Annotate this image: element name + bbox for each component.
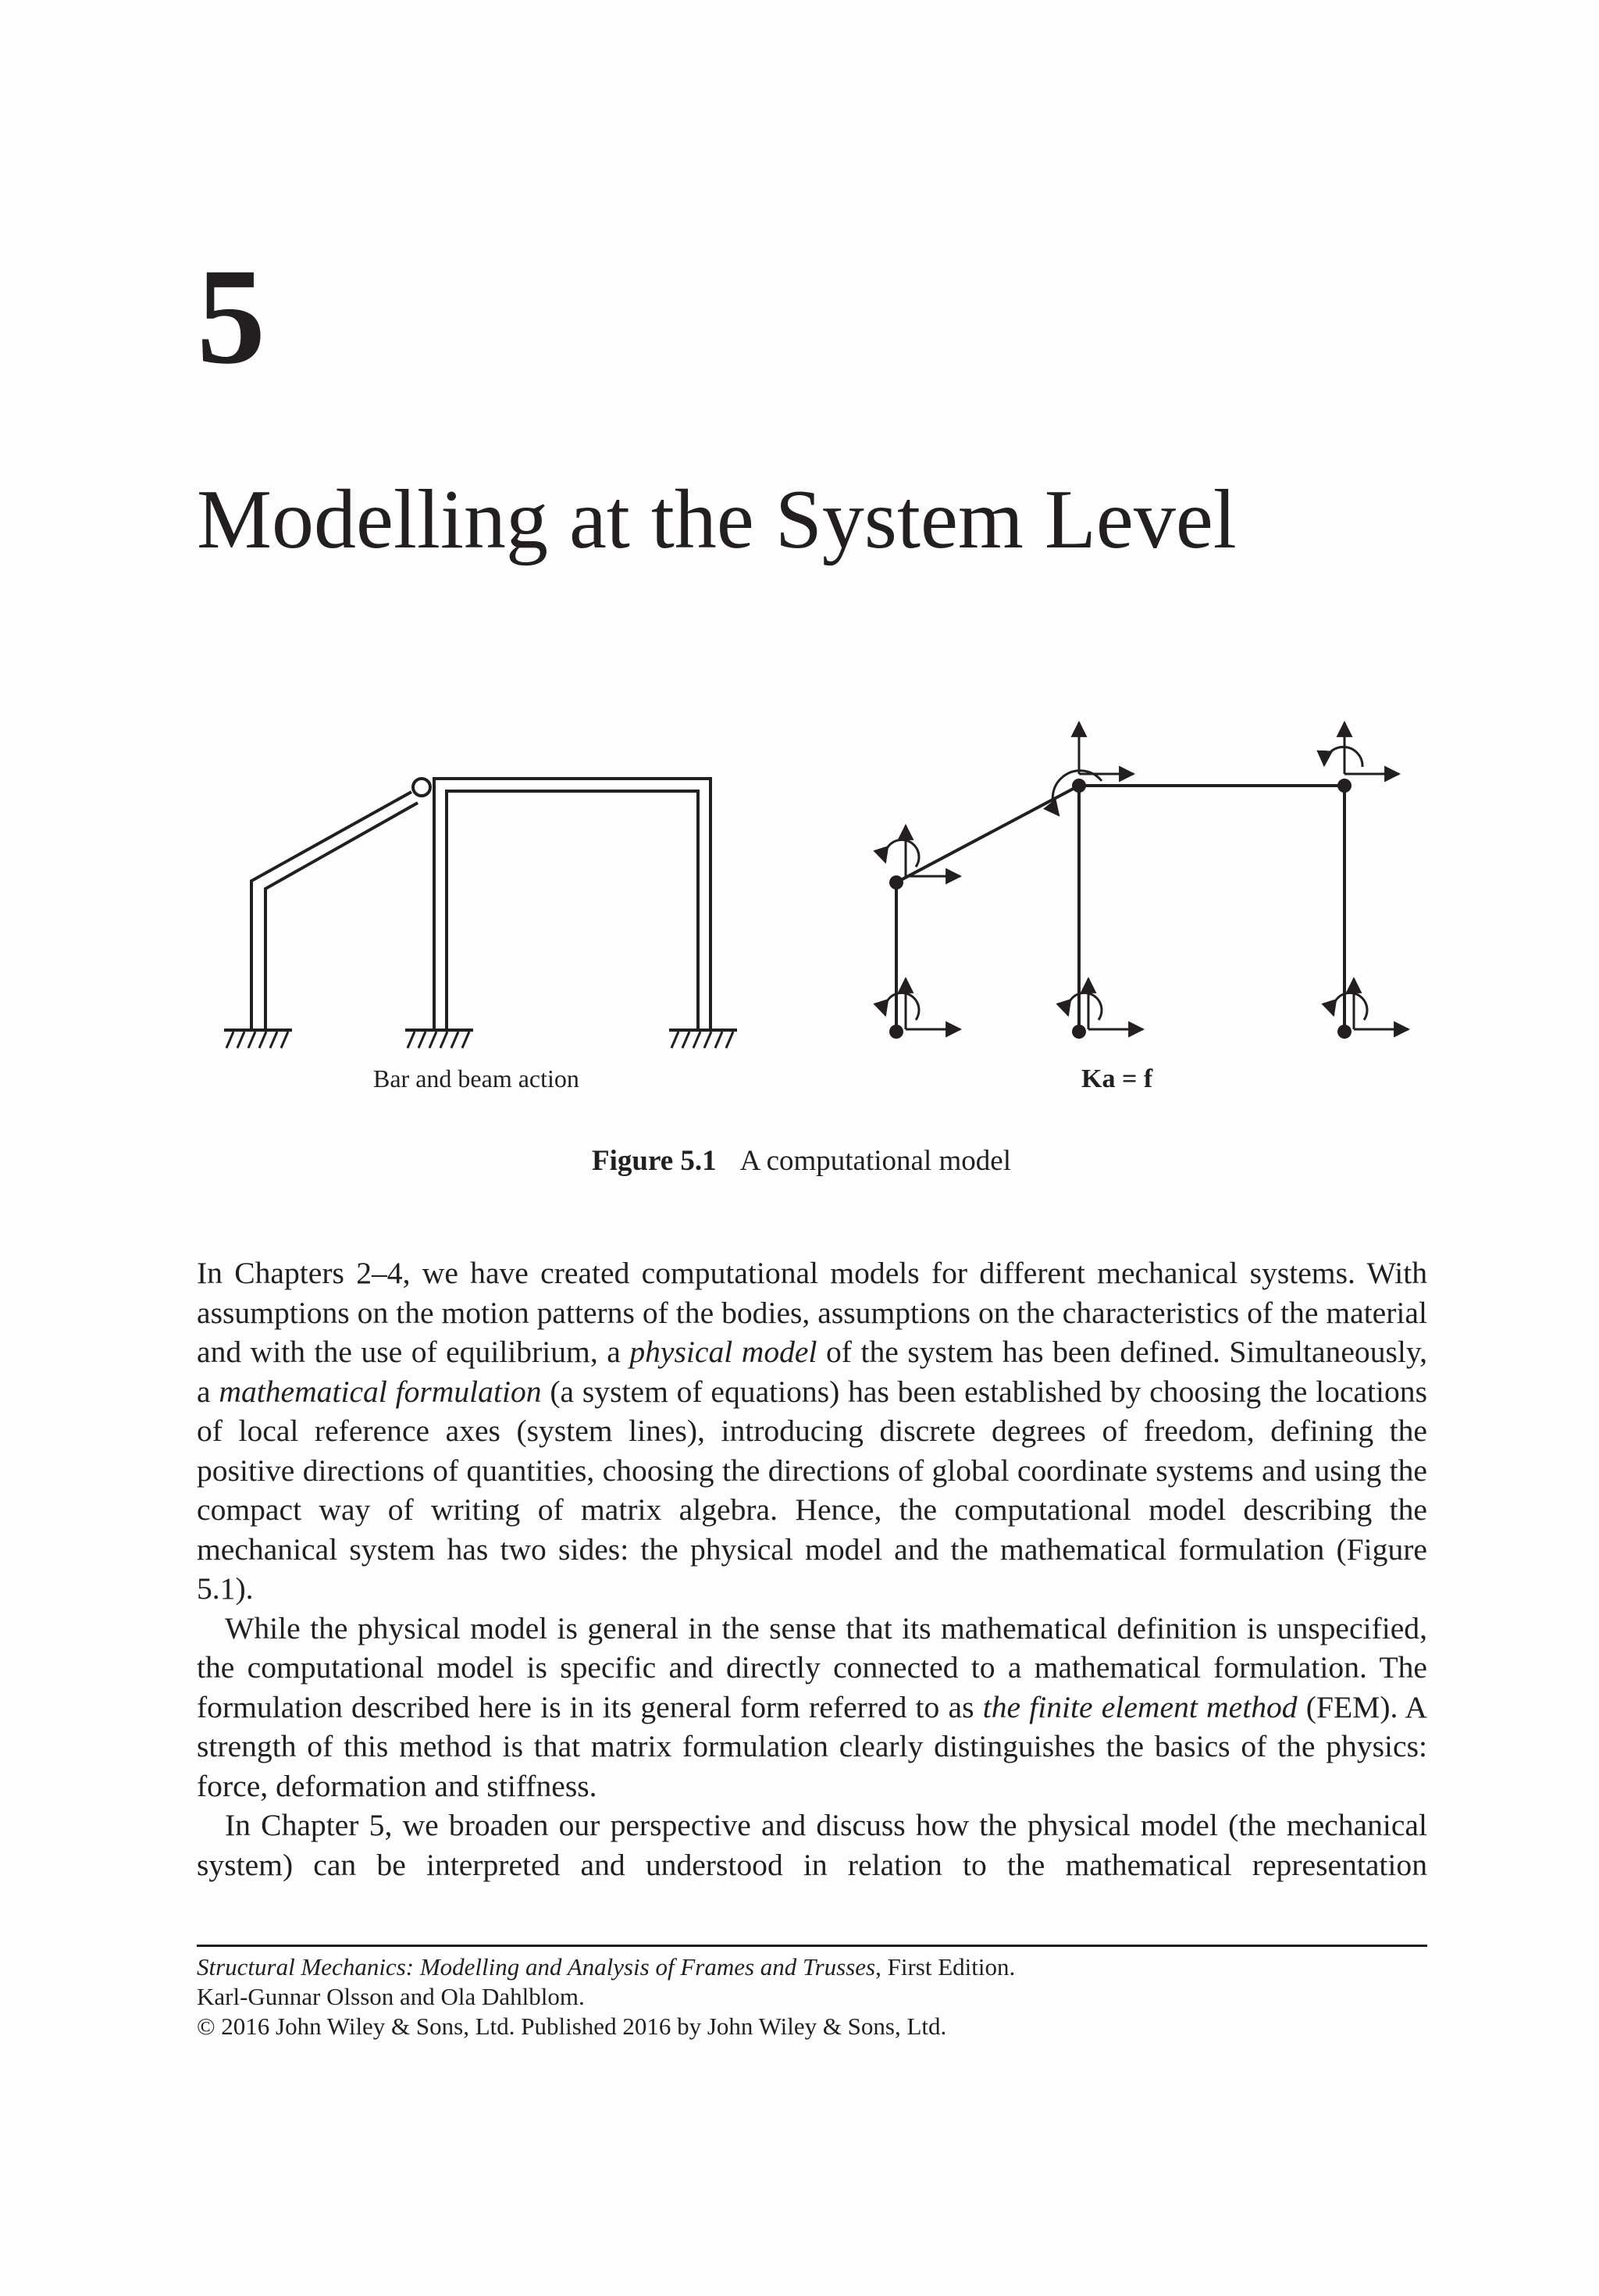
fixed-support-middle <box>405 1030 473 1048</box>
footer-rule <box>197 1945 1427 1947</box>
model-nodes <box>889 779 1351 1039</box>
portal-frame <box>434 779 710 1030</box>
paragraph-1: In Chapters 2–4, we have created computational models for different mechanical systems. With assumptions on the motion patterns of the bodies, assumptions on the characteristics of the material and with the use of equilibrium, a physical model of the system has been defined. Simultaneously, a mathematical formulation (a system of equations) has been established by choosing the locations of local reference axes (system lines), introducing discrete degrees of freedom, defining the positive directions of quantities, choosing the directions of global coordinate systems and using the compact way of writing of matrix algebra. Hence, the computational model describing the mechanical system has two sides: the physical model and the mathematical formulation (Figure 5.1). <box>197 1256 1428 1606</box>
hinge-joint <box>413 779 430 796</box>
paragraph-3: In Chapter 5, we broaden our perspective and discuss how the physical model (the mechanical system) can be interpreted and understood in relation to the mathematical representation <box>197 1808 1427 1882</box>
figure-subcaption-left: Bar and beam action <box>373 1064 579 1093</box>
fixed-support-right <box>669 1030 737 1048</box>
inclined-column <box>251 792 418 1030</box>
physical-frame-model <box>224 779 737 1048</box>
emphasis-physical-model: physical model <box>629 1335 817 1369</box>
node-dofs-3 <box>1052 722 1134 815</box>
footer-book-line <box>197 1952 1015 1982</box>
computational-model <box>885 722 1408 1039</box>
figure-5-1 <box>0 703 1599 1140</box>
footer-book-title: Structural Mechanics: Modelling and Analysis of Frames and Trusses <box>197 1953 876 1980</box>
figure-caption-text: A computational model <box>739 1145 1011 1177</box>
emphasis-mathematical-formulation: mathematical formulation <box>219 1374 542 1409</box>
figure-subcaption-right: Ka = f <box>1081 1064 1153 1093</box>
footer-edition: , First Edition. <box>875 1953 1016 1980</box>
figure-caption <box>592 1144 1011 1178</box>
footer-authors: Karl-Gunnar Olsson and Ola Dahlblom. <box>197 1983 585 2010</box>
chapter-number: 5 <box>197 241 265 393</box>
footer-copyright: © 2016 John Wiley & Sons, Ltd. Published 2016 by John Wiley & Sons, Ltd. <box>197 2013 947 2040</box>
paragraph-2: While the physical model is general in the sense that its mathematical definition is unspecified, the computational model is specific and directly connected to a mathematical formulation. The formulation described here is in its general form referred to as the finite element method (FEM). A strength of this method is that matrix formulation clearly distinguishes the basics of the physics: force, deformation and stiffness. <box>197 1610 1427 1803</box>
model-elements <box>896 786 1344 1032</box>
node-dofs-5 <box>1324 722 1399 774</box>
footer-credits <box>197 1952 1015 2041</box>
chapter-title: Modelling at the System Level <box>197 473 1237 566</box>
emphasis-finite-element-method: the finite element method <box>982 1689 1298 1724</box>
body-text <box>197 1253 1427 1884</box>
figure-label: Figure 5.1 <box>592 1145 717 1177</box>
fixed-support-left <box>224 1030 292 1048</box>
